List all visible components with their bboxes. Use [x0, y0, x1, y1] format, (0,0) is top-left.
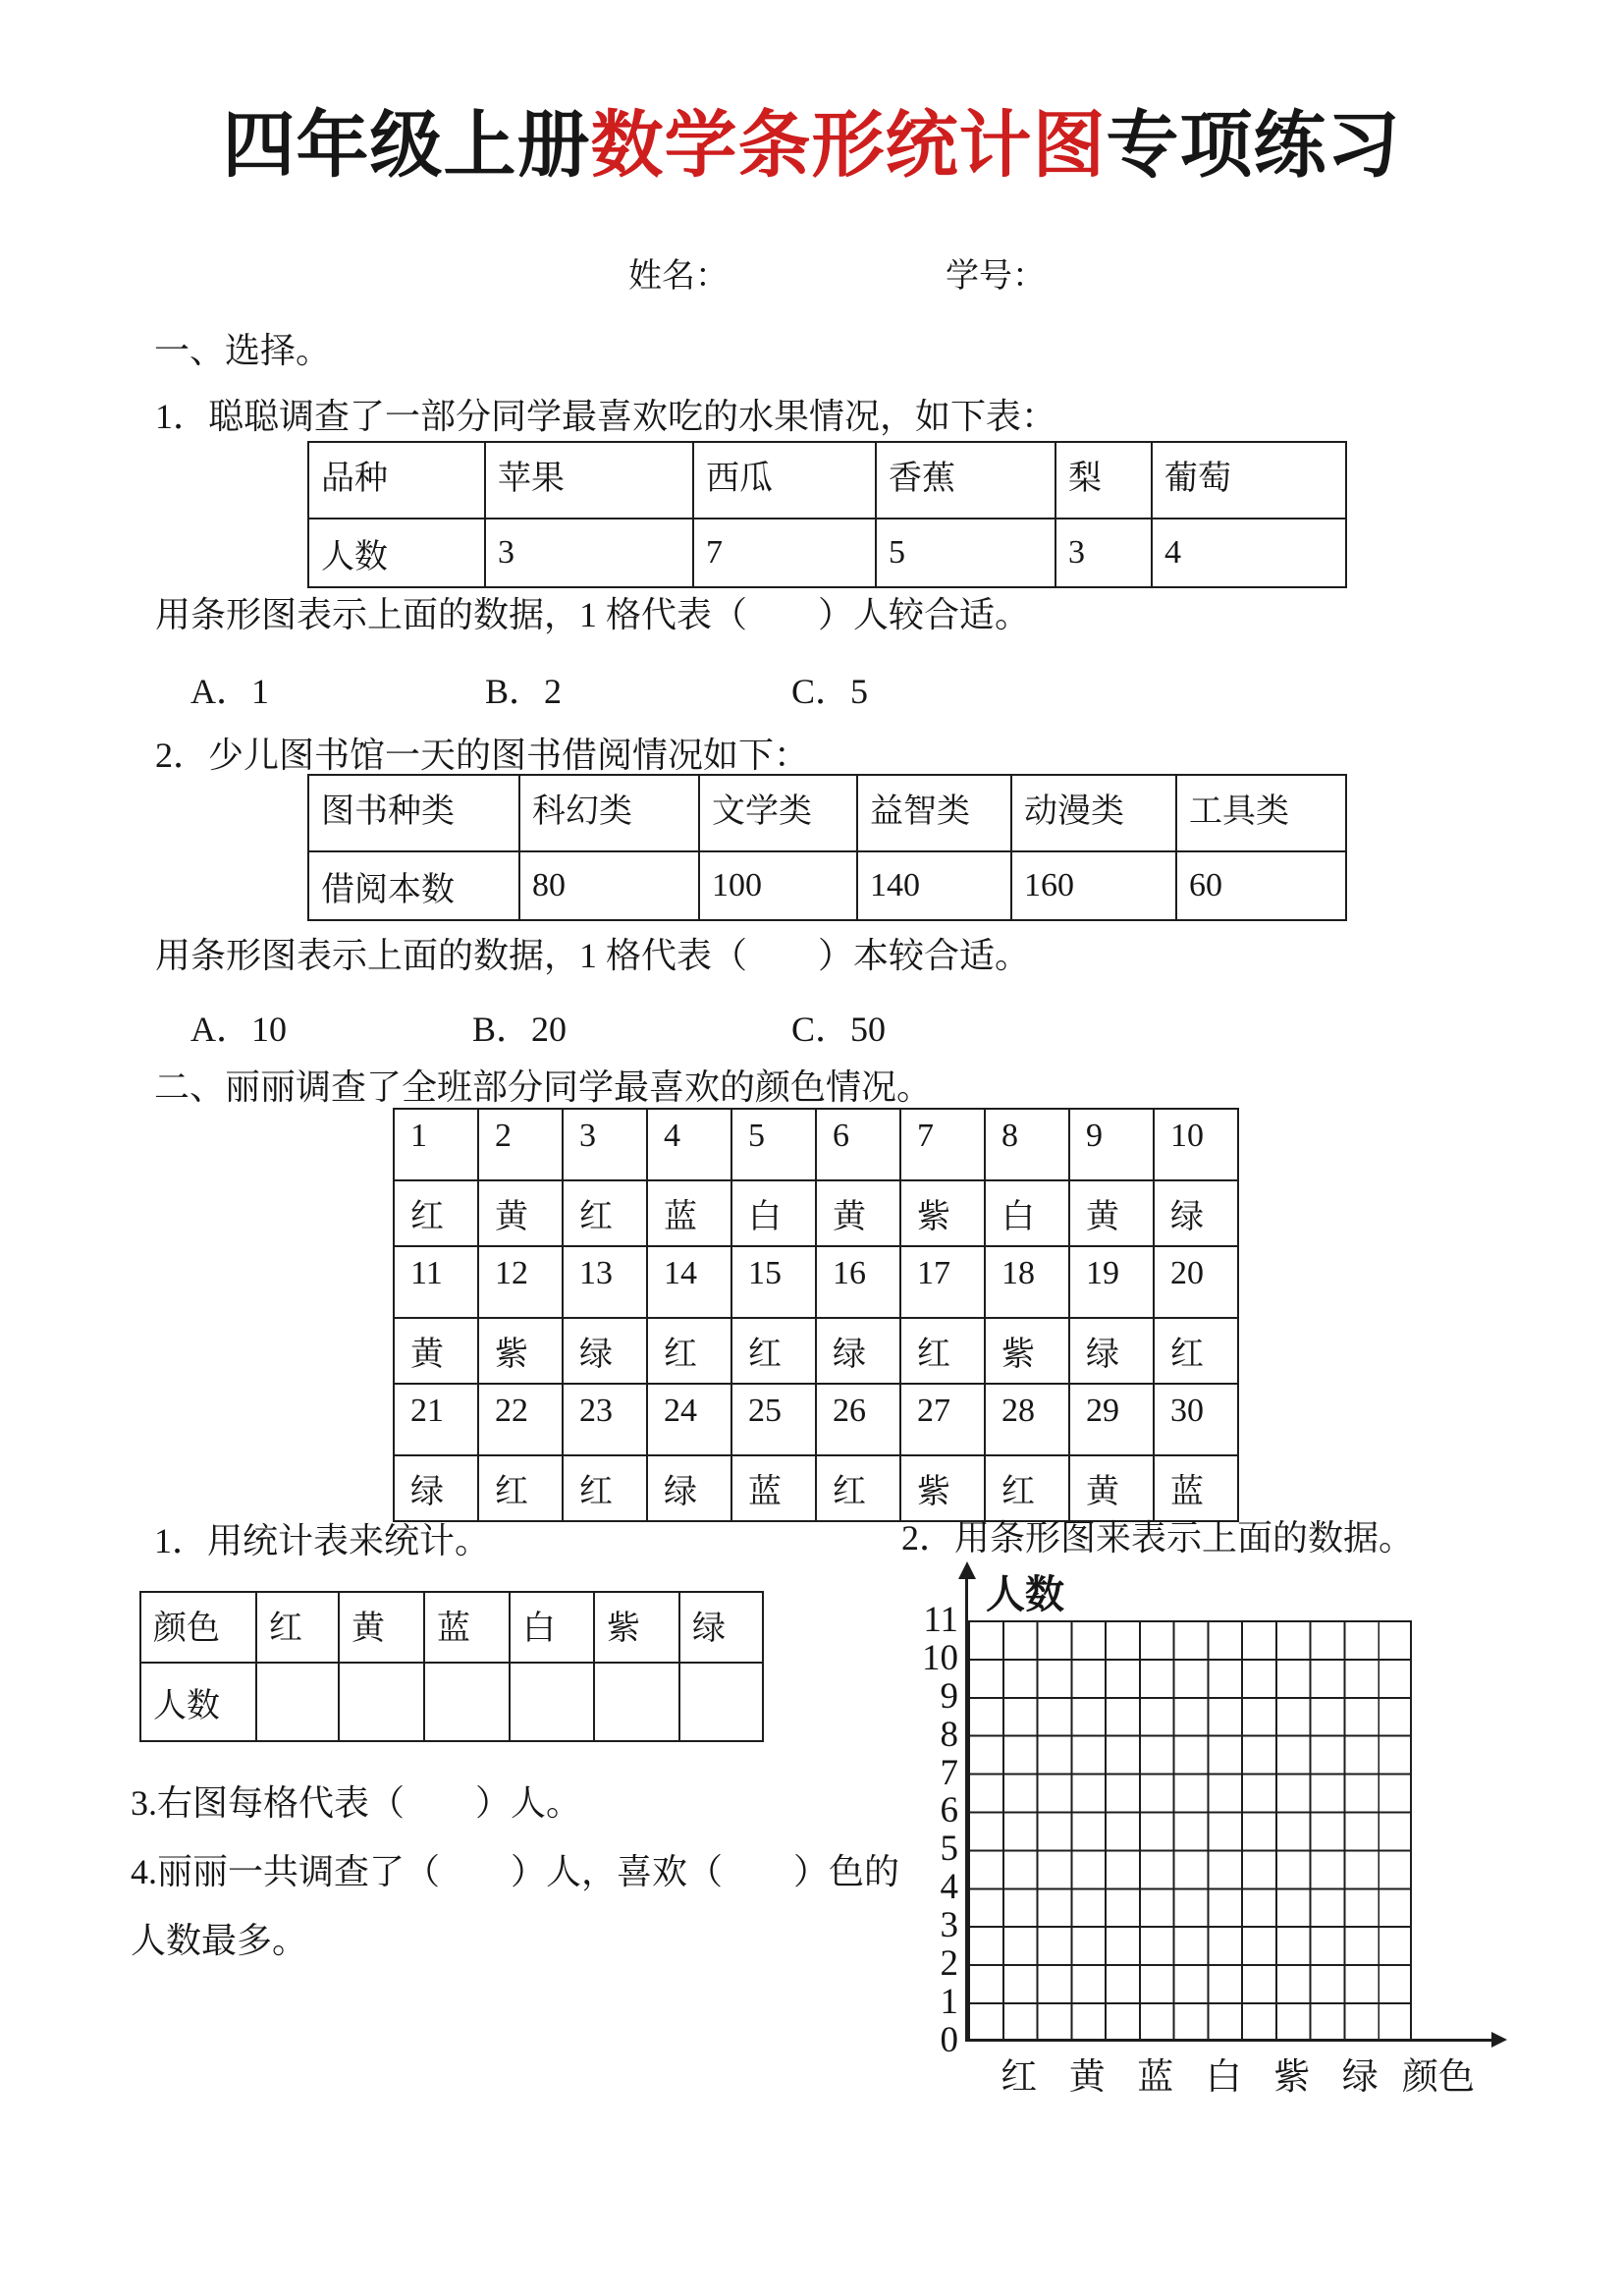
table-header-cell: 梨 — [1055, 442, 1152, 519]
answer-cell — [679, 1663, 763, 1741]
answer-cell — [424, 1663, 510, 1741]
table-cell: 3 — [1055, 519, 1152, 587]
survey-cell: 蓝 — [731, 1455, 816, 1521]
option-b: B．20 — [472, 1010, 568, 1049]
section-two-heading: 二、丽丽调查了全班部分同学最喜欢的颜色情况。 — [154, 1067, 933, 1107]
subquestion-1-text: 1．用统计表来统计。 — [154, 1521, 491, 1560]
table-header-cell: 益智类 — [857, 775, 1011, 851]
survey-cell: 21 — [394, 1384, 478, 1455]
survey-cell: 23 — [563, 1384, 647, 1455]
survey-cell: 10 — [1154, 1109, 1238, 1180]
survey-cell: 3 — [563, 1109, 647, 1180]
student-id-label: 学号： — [946, 258, 1046, 295]
color-survey-table — [393, 1108, 1239, 1522]
x-category-label: 蓝 — [1137, 2057, 1174, 2098]
survey-cell: 18 — [985, 1246, 1069, 1318]
tally-header-cell: 红 — [256, 1592, 339, 1663]
survey-cell: 4 — [647, 1109, 731, 1180]
y-tick-label: 7 — [940, 1752, 958, 1793]
book-table — [307, 774, 1347, 921]
option-a: A．1 — [190, 672, 269, 711]
table-cell: 4 — [1152, 519, 1346, 587]
survey-cell: 24 — [647, 1384, 731, 1455]
section-one-heading: 一、选择。 — [154, 331, 332, 370]
chart-grid — [968, 1620, 1412, 2042]
table-header-cell: 文学类 — [699, 775, 857, 851]
y-tick-label: 9 — [940, 1675, 958, 1717]
table-header-cell: 西瓜 — [693, 442, 876, 519]
question-2-text: 2．少儿图书馆一天的图书借阅情况如下： — [155, 736, 810, 775]
x-category-label: 紫 — [1273, 2057, 1311, 2098]
survey-cell: 紫 — [900, 1455, 985, 1521]
survey-cell: 红 — [816, 1455, 900, 1521]
table-cell: 7 — [693, 519, 876, 587]
survey-cell: 黄 — [1069, 1180, 1154, 1246]
x-axis-title: 颜色 — [1402, 2057, 1475, 2098]
y-tick-label: 5 — [940, 1829, 958, 1870]
table-header-cell: 葡萄 — [1152, 442, 1346, 519]
survey-cell: 红 — [563, 1455, 647, 1521]
question-1-prompt: 用条形图表示上面的数据，1 格代表（ ）人较合适。 — [155, 595, 1031, 634]
y-axis-title: 人数 — [986, 1572, 1064, 1617]
survey-cell: 蓝 — [647, 1180, 731, 1246]
survey-cell: 16 — [816, 1246, 900, 1318]
tally-header-cell: 颜色 — [140, 1592, 256, 1663]
survey-cell: 紫 — [900, 1180, 985, 1246]
survey-cell: 14 — [647, 1246, 731, 1318]
survey-cell: 25 — [731, 1384, 816, 1455]
survey-cell: 绿 — [1069, 1318, 1154, 1384]
survey-cell: 30 — [1154, 1384, 1238, 1455]
x-axis-category-labels — [968, 2047, 1412, 2100]
subquestion-4-text-line1: 4.丽丽一共调查了（ ）人，喜欢（ ）色的 — [131, 1852, 900, 1891]
tally-answer-row — [140, 1663, 763, 1741]
survey-cell: 黄 — [478, 1180, 563, 1246]
y-tick-label: 11 — [923, 1600, 958, 1640]
table-header-cell: 工具类 — [1176, 775, 1346, 851]
survey-cell: 红 — [563, 1180, 647, 1246]
survey-cell: 蓝 — [1154, 1455, 1238, 1521]
survey-number-row — [394, 1246, 1238, 1318]
survey-cell: 绿 — [1154, 1180, 1238, 1246]
survey-cell: 26 — [816, 1384, 900, 1455]
title-prefix: 四年级上册 — [222, 103, 591, 188]
survey-cell: 28 — [985, 1384, 1069, 1455]
survey-cell: 绿 — [816, 1318, 900, 1384]
x-category-label: 黄 — [1068, 2057, 1106, 2098]
survey-cell: 红 — [985, 1455, 1069, 1521]
survey-cell: 绿 — [647, 1455, 731, 1521]
y-tick-label: 3 — [940, 1905, 958, 1946]
tally-table — [139, 1591, 764, 1742]
table-header-cell: 科幻类 — [519, 775, 699, 851]
title-highlight: 数学条形统计图 — [590, 103, 1107, 188]
survey-cell: 紫 — [478, 1318, 563, 1384]
question-2-prompt: 用条形图表示上面的数据，1 格代表（ ）本较合适。 — [155, 936, 1031, 975]
table-cell: 140 — [857, 851, 1011, 920]
survey-cell: 20 — [1154, 1246, 1238, 1318]
x-axis-arrow-icon — [1491, 2032, 1507, 2048]
table-header-cell: 图书种类 — [308, 775, 519, 851]
tally-header-cell: 绿 — [679, 1592, 763, 1663]
fruit-table — [307, 441, 1347, 588]
survey-number-row — [394, 1109, 1238, 1180]
answer-cell — [594, 1663, 679, 1741]
survey-cell: 19 — [1069, 1246, 1154, 1318]
survey-cell: 红 — [900, 1318, 985, 1384]
tally-header-row — [140, 1592, 763, 1663]
x-category-label: 红 — [1001, 2057, 1038, 2098]
subquestion-2-text: 2．用条形图来表示上面的数据。 — [901, 1518, 1415, 1558]
option-a: A．10 — [190, 1010, 287, 1049]
x-axis-line — [965, 2039, 1493, 2042]
book-table-header-row — [308, 775, 1346, 851]
survey-cell: 绿 — [394, 1455, 478, 1521]
table-header-cell: 品种 — [308, 442, 485, 519]
survey-cell: 8 — [985, 1109, 1069, 1180]
survey-cell: 2 — [478, 1109, 563, 1180]
y-tick-label: 6 — [940, 1790, 958, 1831]
survey-cell: 红 — [731, 1318, 816, 1384]
page-title — [0, 103, 1623, 188]
survey-cell: 黄 — [1069, 1455, 1154, 1521]
answer-cell — [510, 1663, 594, 1741]
survey-color-row — [394, 1180, 1238, 1246]
y-axis-tick-labels — [840, 1602, 958, 2060]
fruit-table-header-row — [308, 442, 1346, 519]
survey-cell: 7 — [900, 1109, 985, 1180]
table-header-cell: 香蕉 — [876, 442, 1055, 519]
survey-number-row — [394, 1384, 1238, 1455]
x-category-label: 绿 — [1341, 2057, 1379, 2098]
survey-cell: 27 — [900, 1384, 985, 1455]
survey-cell: 黄 — [394, 1318, 478, 1384]
table-header-cell: 苹果 — [485, 442, 693, 519]
name-label: 姓名： — [628, 258, 729, 295]
survey-cell: 5 — [731, 1109, 816, 1180]
fruit-table-data-row — [308, 519, 1346, 587]
tally-row-label: 人数 — [140, 1663, 256, 1741]
survey-cell: 红 — [394, 1180, 478, 1246]
table-cell: 3 — [485, 519, 693, 587]
y-tick-label: 2 — [940, 1943, 958, 1985]
answer-cell — [339, 1663, 424, 1741]
table-cell: 借阅本数 — [308, 851, 519, 920]
survey-cell: 15 — [731, 1246, 816, 1318]
survey-cell: 红 — [478, 1455, 563, 1521]
survey-cell: 29 — [1069, 1384, 1154, 1455]
y-tick-label: 4 — [940, 1867, 958, 1908]
table-cell: 60 — [1176, 851, 1346, 920]
survey-cell: 绿 — [563, 1318, 647, 1384]
y-tick-label: 8 — [940, 1714, 958, 1755]
subquestion-4-text-line2: 人数最多。 — [131, 1921, 308, 1960]
survey-cell: 17 — [900, 1246, 985, 1318]
survey-cell: 红 — [647, 1318, 731, 1384]
table-header-cell: 动漫类 — [1011, 775, 1176, 851]
book-table-data-row — [308, 851, 1346, 920]
y-tick-label: 0 — [940, 2019, 958, 2060]
survey-cell: 11 — [394, 1246, 478, 1318]
tally-header-cell: 黄 — [339, 1592, 424, 1663]
subquestion-3-text: 3.右图每格代表（ ）人。 — [131, 1783, 582, 1823]
survey-cell: 白 — [985, 1180, 1069, 1246]
table-cell: 80 — [519, 851, 699, 920]
tally-header-cell: 蓝 — [424, 1592, 510, 1663]
table-cell: 人数 — [308, 519, 485, 587]
x-category-label: 白 — [1205, 2057, 1242, 2098]
tally-header-cell: 白 — [510, 1592, 594, 1663]
survey-cell: 9 — [1069, 1109, 1154, 1180]
survey-cell: 白 — [731, 1180, 816, 1246]
table-cell: 160 — [1011, 851, 1176, 920]
survey-cell: 22 — [478, 1384, 563, 1455]
survey-cell: 1 — [394, 1109, 478, 1180]
survey-cell: 12 — [478, 1246, 563, 1318]
survey-cell: 6 — [816, 1109, 900, 1180]
survey-color-row — [394, 1455, 1238, 1521]
table-cell: 100 — [699, 851, 857, 920]
option-c: C．50 — [791, 1010, 887, 1049]
title-suffix: 专项练习 — [1106, 103, 1401, 188]
question-1-text: 1．聪聪调查了一部分同学最喜欢吃的水果情况，如下表： — [155, 397, 1057, 436]
survey-cell: 红 — [1154, 1318, 1238, 1384]
option-c: C．5 — [791, 672, 869, 711]
option-b: B．2 — [485, 672, 563, 711]
table-cell: 5 — [876, 519, 1055, 587]
survey-cell: 黄 — [816, 1180, 900, 1246]
answer-cell — [256, 1663, 339, 1741]
tally-header-cell: 紫 — [594, 1592, 679, 1663]
survey-cell: 13 — [563, 1246, 647, 1318]
y-tick-label: 1 — [940, 1981, 958, 2022]
survey-color-row — [394, 1318, 1238, 1384]
survey-cell: 紫 — [985, 1318, 1069, 1384]
y-tick-label: 10 — [922, 1637, 958, 1678]
